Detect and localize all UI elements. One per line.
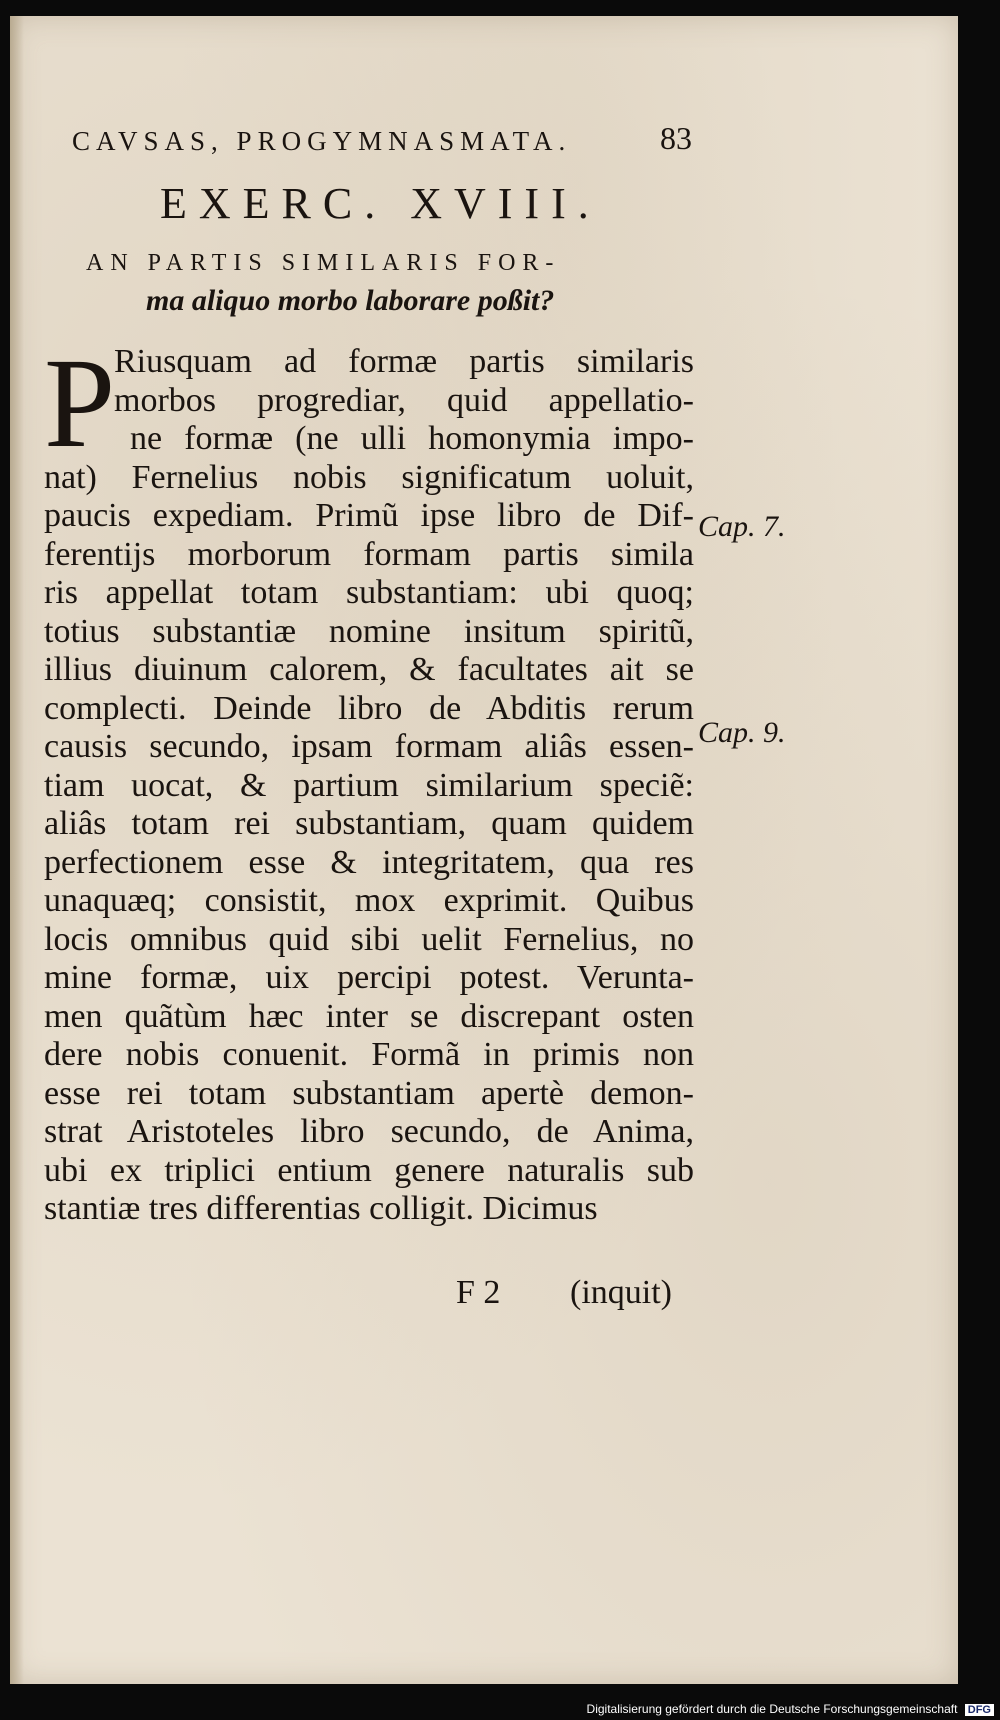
body-line: ferentijs morborum formam partis simila <box>44 535 694 573</box>
body-line: men quãtùm hæc inter se discrepant osten <box>44 997 694 1035</box>
body-line: unaquæq; consistit, mox exprimit. Quibus <box>44 882 694 919</box>
body-line: strat Aristoteles libro secundo, de Anima, <box>44 1113 694 1150</box>
credit-text: Digitalisierung gefördert durch die Deutsche Forschungsgemeinschaft <box>586 1702 958 1716</box>
body-line: causis secundo, ipsam formam aliâs essen- <box>44 728 694 765</box>
dfg-logo: DFG <box>965 1704 994 1716</box>
body-line: ne formæ (ne ulli homonymia impo- <box>130 420 694 457</box>
body-line: locis omnibus quid sibi uelit Fernelius, no <box>44 920 694 958</box>
page-number: 83 <box>660 120 692 156</box>
body-text <box>44 332 694 1229</box>
margin-note-cap-9: Cap. 9. <box>698 716 786 749</box>
subheading-line-2: ma aliquo morbo laborare poßit? <box>146 284 555 317</box>
body-line: paucis expediam. Primũ ipse libro de Dif- <box>44 497 694 534</box>
signature-mark: F 2 <box>456 1274 501 1311</box>
margin-note-cap-7: Cap. 7. <box>698 510 786 543</box>
body-line: aliâs totam rei substantiam, quam quidem <box>44 805 694 842</box>
drop-cap: P <box>44 332 116 474</box>
catchword: (inquit) <box>570 1274 672 1311</box>
body-line: tiam uocat, & partium similarium speciẽ: <box>44 766 694 804</box>
exercise-heading: EXERC. XVIII. <box>160 179 601 228</box>
body-line: complecti. Deinde libro de Abditis rerum <box>44 689 694 727</box>
body-line: Riusquam ad formæ partis similaris <box>114 343 694 380</box>
body-line: stantiæ tres differentias colligit. Dicimus <box>44 1190 598 1227</box>
body-line: illius diuinum calorem, & facultates ait se <box>44 651 694 688</box>
body-line: esse rei totam substantiam apertè demon- <box>44 1074 694 1112</box>
body-line: nat) Fernelius nobis significatum uoluit, <box>44 458 694 496</box>
digitization-credit <box>587 1702 994 1716</box>
body-line: morbos progrediar, quid appellatio- <box>114 381 694 419</box>
body-line: totius substantiæ nomine insitum spiritũ, <box>44 612 694 650</box>
body-line: dere nobis conuenit. Formã in primis non <box>44 1036 694 1073</box>
body-line: mine formæ, uix percipi potest. Verunta- <box>44 959 694 996</box>
running-head: CAVSAS, PROGYMNASMATA. <box>72 126 572 156</box>
book-page <box>10 16 958 1684</box>
body-line: ris appellat totam substantiam: ubi quoq; <box>44 574 694 611</box>
subheading-line-1: AN PARTIS SIMILARIS FOR- <box>86 250 561 276</box>
page-edge-shadow <box>10 16 24 1684</box>
body-line: perfectionem esse & integritatem, qua res <box>44 843 694 881</box>
body-line: ubi ex triplici entium genere naturalis sub <box>44 1151 694 1189</box>
